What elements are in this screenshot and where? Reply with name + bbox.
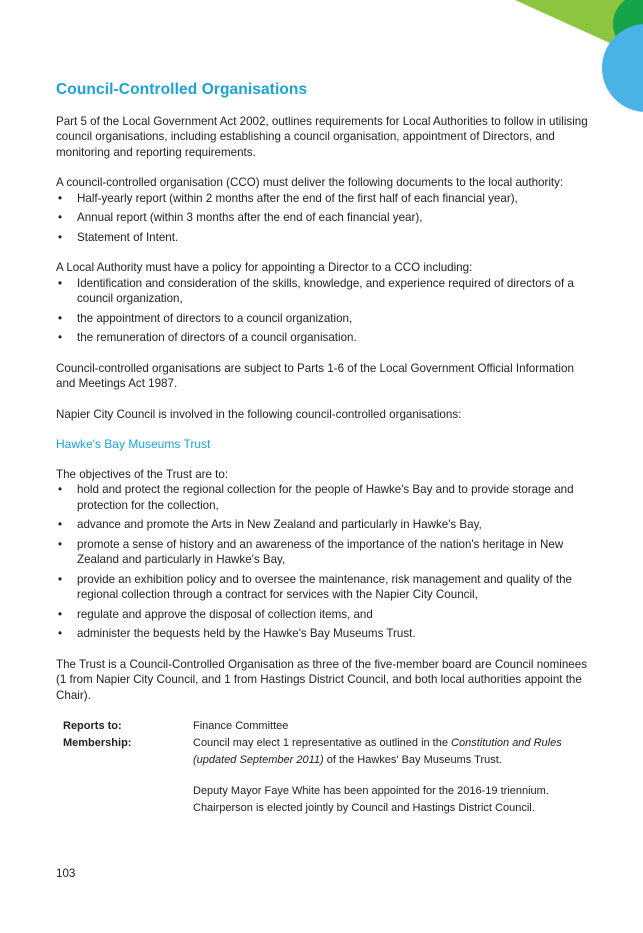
membership-value [193, 735, 588, 769]
list-item: • Half-yearly report (within 2 months after the end of the first half of each financial year), [56, 191, 588, 207]
deputy-row [63, 783, 588, 800]
cco-documents-list [56, 191, 588, 246]
page-number: 103 [56, 867, 76, 880]
list-item: • advance and promote the Arts in New Zealand and particularly in Hawke's Bay, [56, 517, 588, 533]
director-policy-list [56, 276, 588, 346]
membership-text: Council may elect 1 representative as outlined in the [193, 737, 452, 749]
membership-text-end: of the Hawkes' Bay Museums Trust. [323, 754, 502, 766]
intro-paragraph: Part 5 of the Local Government Act 2002, outlines requirements for Local Authorities to follow in utilising council organisations, including establishing a council organisation, appointment of Directors, and monitoring and reporting requirements. [56, 114, 588, 159]
subject-paragraph: Council-controlled organisations are subject to Parts 1-6 of the Local Government Official Information and Meetings Act 1987. [56, 361, 574, 390]
list-item: • the remuneration of directors of a council organisation. [56, 330, 588, 346]
director-policy-lead: A Local Authority must have a policy for appointing a Director to a CCO including: [56, 261, 473, 274]
involved-paragraph: Napier City Council is involved in the following council-controlled organisations: [56, 407, 462, 421]
page-title: Council-Controlled Organisations [56, 81, 308, 98]
list-item: • Annual report (within 3 months after the end of each financial year), [56, 210, 588, 226]
list-item: • administer the bequests held by the Hawke's Bay Museums Trust. [56, 626, 588, 642]
page-content [56, 82, 588, 817]
green-stripe-shape [515, 0, 643, 58]
chair-row [63, 800, 588, 817]
list-item: • promote a sense of history and an awareness of the importance of the nation's heritage in New Zealand and particularly in Hawke's Bay, [56, 537, 588, 568]
membership-row [63, 735, 588, 769]
blue-circle-shape [602, 24, 643, 112]
trust-heading: Hawke's Bay Museums Trust [56, 437, 211, 451]
list-item: • the appointment of directors to a council organization, [56, 311, 588, 327]
membership-label: Membership: [63, 737, 132, 749]
trust-cco-paragraph: The Trust is a Council-Controlled Organisation as three of the five-member board are Council nominees (1 from Napier City Council, and 1 from Hastings District Council, and both local authorities appoint the Chair). [56, 657, 587, 702]
list-item: • hold and protect the regional collection for the people of Hawke's Bay and to provide storage and protection for the collection, [56, 482, 588, 513]
reports-to-value: Finance Committee [193, 720, 289, 732]
constitution-reference: Constitution and Rules (updated September 2011) [193, 737, 562, 766]
reports-to-label: Reports to: [63, 720, 122, 732]
trust-details [63, 718, 588, 817]
chair-election-text: Chairperson is elected jointly by Council and Hastings District Council. [193, 802, 535, 814]
trust-objectives-lead: The objectives of the Trust are to: [56, 467, 229, 481]
list-item: • Identification and consideration of the skills, knowledge, and experience required of directors of a council organization, [56, 276, 588, 307]
deputy-appointment-text: Deputy Mayor Faye White has been appointed for the 2016-19 triennium. [193, 785, 549, 797]
list-item: • provide an exhibition policy and to oversee the maintenance, risk management and quality of the regional collection through a contract for services with the Napier City Council, [56, 572, 588, 603]
list-item: • regulate and approve the disposal of collection items, and [56, 607, 588, 623]
cco-documents-lead: A council-controlled organisation (CCO) must deliver the following documents to the local authority: [56, 176, 564, 189]
trust-objectives-list [56, 482, 588, 642]
reports-to-row [63, 718, 588, 735]
list-item: • Statement of Intent. [56, 230, 588, 246]
dark-green-circle-shape [613, 0, 643, 54]
